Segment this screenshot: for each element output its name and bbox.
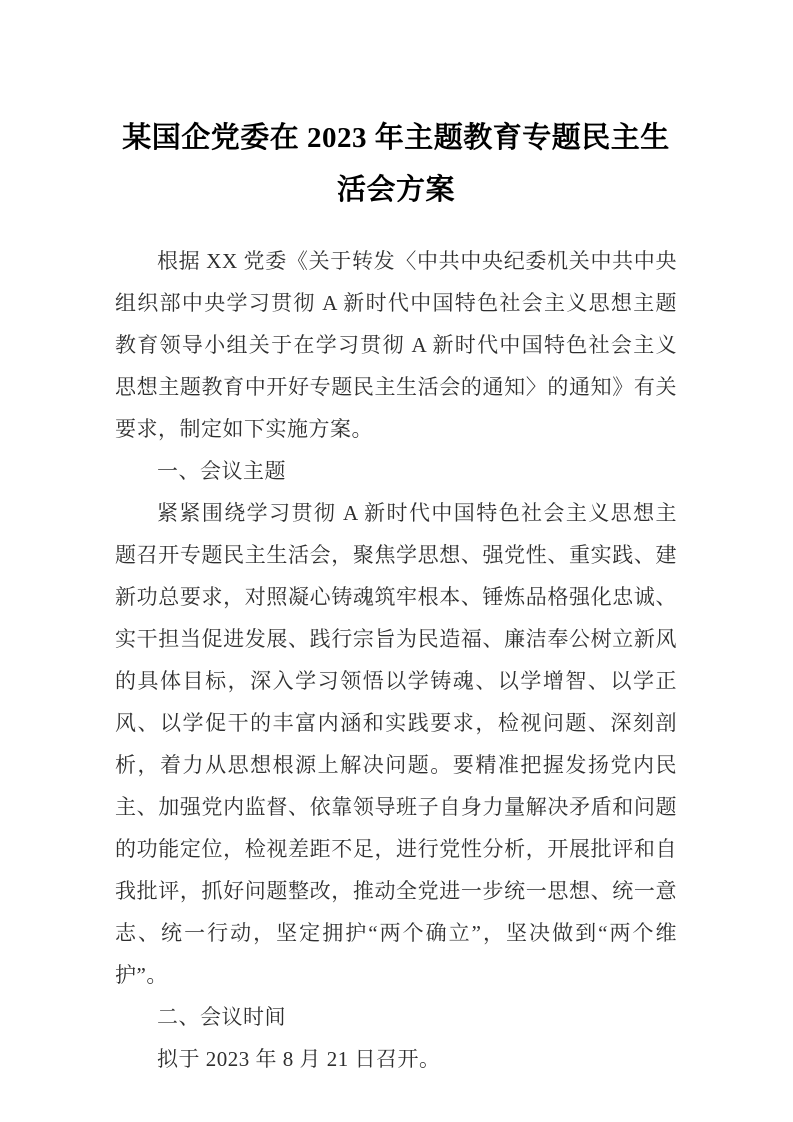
document-title: 某国企党委在 2023 年主题教育专题民主生活会方案: [122, 122, 670, 206]
document-body: [115, 240, 677, 1080]
heading-meeting-theme: 一、会议主题: [157, 459, 286, 483]
heading-meeting-time: 二、会议时间: [157, 1005, 286, 1029]
paragraph-intro: 根据 XX 党委《关于转发〈中共中央纪委机关中共中央组织部中央学习贯彻 A 新时代中国特色社会主义思想主题教育领导小组关于在学习贯彻 A 新时代中国特色社会主义思想主题教育中开好专题民主生活会的通知〉的通知》有关要求，制定如下实施方案。: [115, 249, 677, 441]
document-content: [115, 112, 677, 1080]
paragraph-meeting-theme: 紧紧围绕学习贯彻 A 新时代中国特色社会主义思想主题召开专题民主生活会，聚焦学思想、强党性、重实践、建新功总要求，对照凝心铸魂筑牢根本、锤炼品格强化忠诚、实干担当促进发展、践行宗旨为民造福、廉洁奉公树立新风的具体目标，深入学习领悟以学铸魂、以学增智、以学正风、以学促干的丰富内涵和实践要求，检视问题、深刻剖析，着力从思想根源上解决问题。要精准把握发扬党内民主、加强党内监督、依靠领导班子自身力量解决矛盾和问题的功能定位，检视差距不足，进行党性分析，开展批评和自我批评，抓好问题整改，推动全党进一步统一思想、统一意志、统一行动，坚定拥护“两个确立”，坚决做到“两个维护”。: [115, 501, 677, 987]
paragraph-meeting-time: 拟于 2023 年 8 月 21 日召开。: [157, 1047, 441, 1071]
